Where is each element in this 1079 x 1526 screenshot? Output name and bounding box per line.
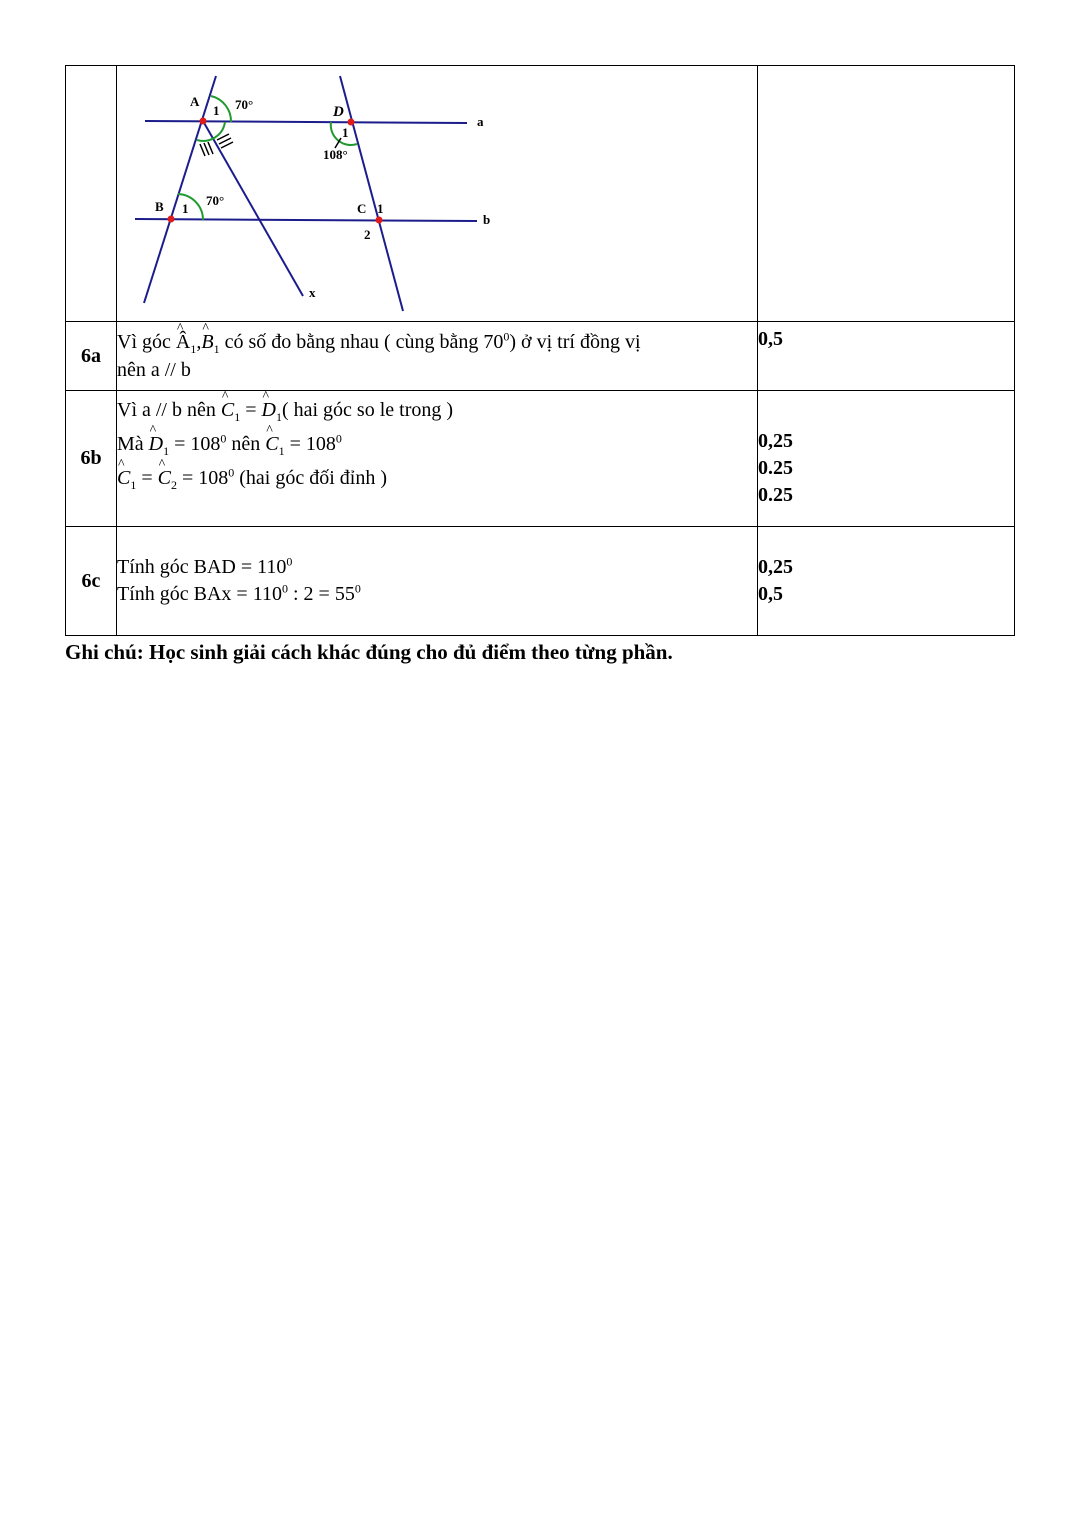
row-score bbox=[758, 391, 1015, 527]
label-B: B bbox=[155, 199, 164, 214]
score-1: 0,25 bbox=[758, 430, 793, 452]
content-line-3: ^ $C_1$ = ^ $C_2 = 108^0$ (hai góc đối đỉnh ) bbox=[117, 461, 757, 495]
row-content bbox=[117, 527, 758, 636]
line-AB bbox=[144, 76, 216, 303]
score-2: 0,5 bbox=[758, 583, 783, 605]
content-line-1: Tính góc BAD = $110^0$ bbox=[117, 554, 293, 578]
label-D: D bbox=[333, 104, 344, 120]
label-angle-B1: 1 bbox=[182, 201, 189, 216]
score-2: 0.25 bbox=[758, 457, 793, 479]
point-B bbox=[168, 216, 175, 223]
line-a bbox=[145, 121, 467, 123]
label-angle-C2: 2 bbox=[364, 227, 371, 242]
line-b bbox=[135, 219, 477, 221]
row-label: 6a bbox=[66, 322, 117, 391]
point-C bbox=[376, 217, 383, 224]
score-1: 0,25 bbox=[758, 556, 793, 578]
label-angle-A1: 1 bbox=[213, 103, 220, 118]
content-line-1: Vì a // b nên ^ $C_1$ = ^ $D_1$( hai góc so le trong ) bbox=[117, 393, 757, 427]
figure-label-cell bbox=[66, 66, 117, 322]
label-x: x bbox=[309, 285, 316, 300]
label-deg-D: 108° bbox=[323, 147, 348, 162]
row-6c bbox=[66, 527, 1015, 636]
label-deg-B: 70° bbox=[206, 193, 225, 208]
figure-score-cell bbox=[758, 66, 1015, 322]
row-content: Vì góc ^ $Â_1,\^{}$ $B_1$ có số đo bằng nhau ( cùng bằng $70^0$) ở vị trí đồng vị nên a // b bbox=[117, 322, 758, 391]
answer-table bbox=[65, 65, 1015, 636]
label-b: b bbox=[483, 212, 491, 227]
point-D bbox=[348, 119, 355, 126]
point-A bbox=[200, 118, 207, 125]
ray-Ax bbox=[203, 121, 303, 296]
row-score bbox=[758, 527, 1015, 636]
figure-cell bbox=[117, 66, 758, 322]
label-deg-A: 70° bbox=[235, 97, 254, 112]
row-6b bbox=[66, 391, 1015, 527]
geometry-figure bbox=[117, 66, 757, 321]
line-DC bbox=[340, 76, 403, 311]
row-label: 6b bbox=[66, 391, 117, 527]
label-angle-C1: 1 bbox=[377, 201, 384, 216]
figure-row bbox=[66, 66, 1015, 322]
score-3: 0.25 bbox=[758, 484, 793, 506]
content-line-2: Tính góc BAx = $110^0$ : $2 = 55^0$ bbox=[117, 581, 361, 605]
label-angle-D1: 1 bbox=[342, 125, 349, 140]
label-C: C bbox=[357, 201, 367, 216]
label-a: a bbox=[477, 114, 484, 129]
footnote: Ghi chú: Học sinh giải cách khác đúng cho đủ điểm theo từng phần. bbox=[65, 640, 673, 664]
row-score: 0,5 bbox=[758, 322, 1015, 391]
row-6a bbox=[66, 322, 1015, 391]
label-A: A bbox=[190, 94, 200, 109]
row-label: 6c bbox=[66, 527, 117, 636]
row-content bbox=[117, 391, 758, 527]
content-line-2: Mà ^ $D_1 = 108^0$ nên ^ $C_1 = 108^0$ bbox=[117, 427, 757, 461]
